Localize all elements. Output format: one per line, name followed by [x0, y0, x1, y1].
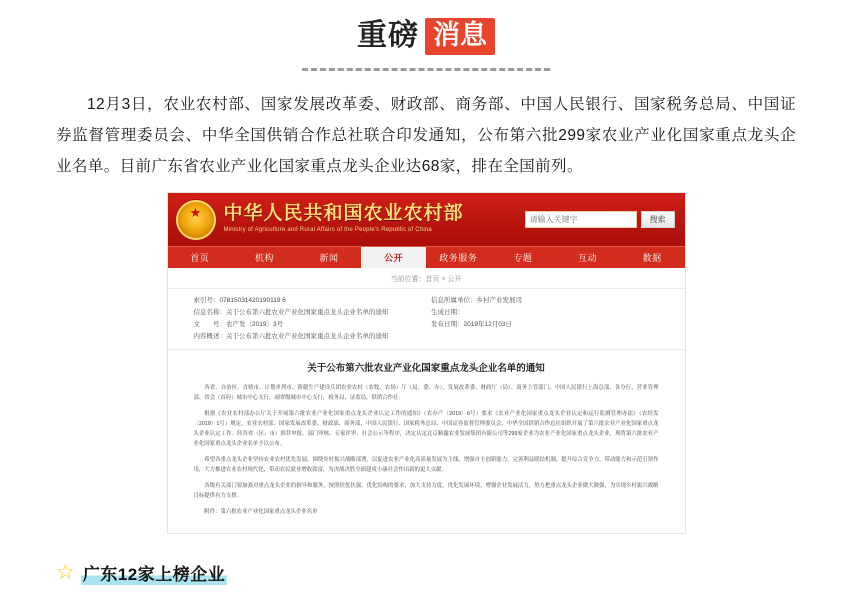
- metadata-index-number: 索引号：07815031420190119 6: [193, 297, 286, 304]
- metadata-owner-unit: 信息所属单位：乡村产业发展司: [431, 297, 522, 304]
- metadata-created-date: 生成日期：: [431, 309, 464, 317]
- site-title-block: [224, 204, 464, 235]
- metadata-summary: 内容概述：关于公布第六批农业产业化国家重点龙头企业名单的通知: [193, 333, 389, 341]
- embedded-screenshot: [167, 192, 686, 534]
- site-header: [168, 193, 685, 246]
- article-paragraph: 12月3日，农业农村部、国家发展改革委、财政部、商务部、中国人民银行、国家税务总局、中国证券监督管理委员会、中华全国供销合作总社联合印发通知，公布第六批299家农业产业化国家重点龙头企业名单。目前广东省农业产业化国家重点龙头企业达68家，排在全国前列。: [56, 96, 796, 175]
- nav-item-data[interactable]: 数据: [642, 253, 662, 263]
- search-input[interactable]: [525, 211, 637, 228]
- section-heading: [56, 560, 227, 585]
- banner-word-highlight: 消息: [425, 18, 495, 55]
- nav-item-services[interactable]: 政务服务: [439, 253, 478, 263]
- section-heading-label: 广东12家上榜企业: [81, 560, 227, 585]
- nav-item-organization[interactable]: 机构: [254, 253, 274, 263]
- banner-word-primary: 重磅: [357, 19, 419, 52]
- document-paragraph-4: 各级有关部门要加强对重点龙头企业的指导和服务，按照扶优扶强、优化结构的要求，加大支持力度，优化发展环境，增强企业发展活力，努力把重点龙头企业做大做强，为实现乡村振兴战略目标提供有力支撑。: [193, 483, 659, 500]
- nav-item-disclosure[interactable]: 公开: [361, 247, 426, 268]
- site-nav[interactable]: [168, 246, 685, 268]
- banner-title: [0, 0, 852, 58]
- site-search[interactable]: [525, 211, 675, 228]
- metadata-published-date: 发布日期：2019年12月03日: [431, 321, 512, 329]
- document-body: [168, 383, 685, 533]
- site-title-cn: 中华人民共和国农业农村部: [223, 203, 464, 225]
- document-paragraph-3: 希望各重点龙头企业坚持农业农村优先发展，围绕乡村振兴战略部署，以促进农业产业化高质量发展为主线，增强自主创新能力、完善利益联结机制、提升综合竞争力、带动能力和示范引领作用，大力推进农业农村现代化，带动农民就业增收致富，为决战决胜全面建成小康社会作出新的更大贡献。: [193, 457, 659, 474]
- document-paragraph-2: 根据《农业农村部办公厅关于开展第六批农业产业化国家重点龙头企业认定工作的通知》（农办产〔2019〕6号）要求《农业产业化国家重点龙头企业认定和运行监测管理办法》（农经发〔2018〕1号）规定，农业农村部、国家发展改革委、财政部、商务部、中国人民银行、国家税务总局、中国证券监督管理委员会、中华全国供销合作总社组织开展了第六批农业产业化国家重点龙头企业认定工作。经各省（区、市）推荐申报、部门审核、专家评审、社会公示等程序，决定认定北京顺鑫农业发展集团有限公司等299家企业为农业产业化国家重点龙头企业，现将第六批农业产业化国家重点龙头企业名单予以公布。: [193, 411, 659, 448]
- metadata-info-name: 信息名称：关于公布第六批农业产业化国家重点龙头企业名单的通知: [193, 309, 389, 317]
- site-title-en: Ministry of Agriculture and Rural Affairs of the People's Republic of China: [223, 227, 432, 234]
- document-attachment-note: 附件：第六批农业产业化国家重点龙头企业名单: [204, 509, 318, 516]
- document-title: 关于公布第六批农业产业化国家重点龙头企业名单的通知: [168, 349, 685, 383]
- national-emblem-icon: [176, 200, 216, 240]
- nav-item-topics[interactable]: 专题: [513, 253, 533, 263]
- breadcrumb: 当前位置：首页 > 公开: [168, 268, 685, 289]
- star-icon: ☆: [56, 561, 75, 584]
- metadata-doc-number: 文 号：农产发〔2019〕3号: [193, 321, 284, 329]
- metadata-right-column: [421, 295, 659, 343]
- document-metadata: [168, 289, 685, 349]
- dashed-divider: [302, 68, 550, 71]
- metadata-left-column: [194, 295, 422, 343]
- nav-item-news[interactable]: 新闻: [319, 253, 339, 263]
- nav-item-interaction[interactable]: 互动: [578, 253, 598, 263]
- document-paragraph-1: 各省、自治区、直辖市、计划单列市、新疆生产建设兵团农业农村（农牧、农场）厅（局、委、办），发展改革委、财政厅（局）、商务主管部门、中国人民银行上海总部、各分行、营业管理部、省会（首府）城市中心支行、副省级城市中心支行，税务局，证监局，供销合作社：: [193, 385, 659, 402]
- search-button[interactable]: 搜索: [641, 211, 675, 228]
- nav-item-home[interactable]: 首页: [190, 253, 210, 263]
